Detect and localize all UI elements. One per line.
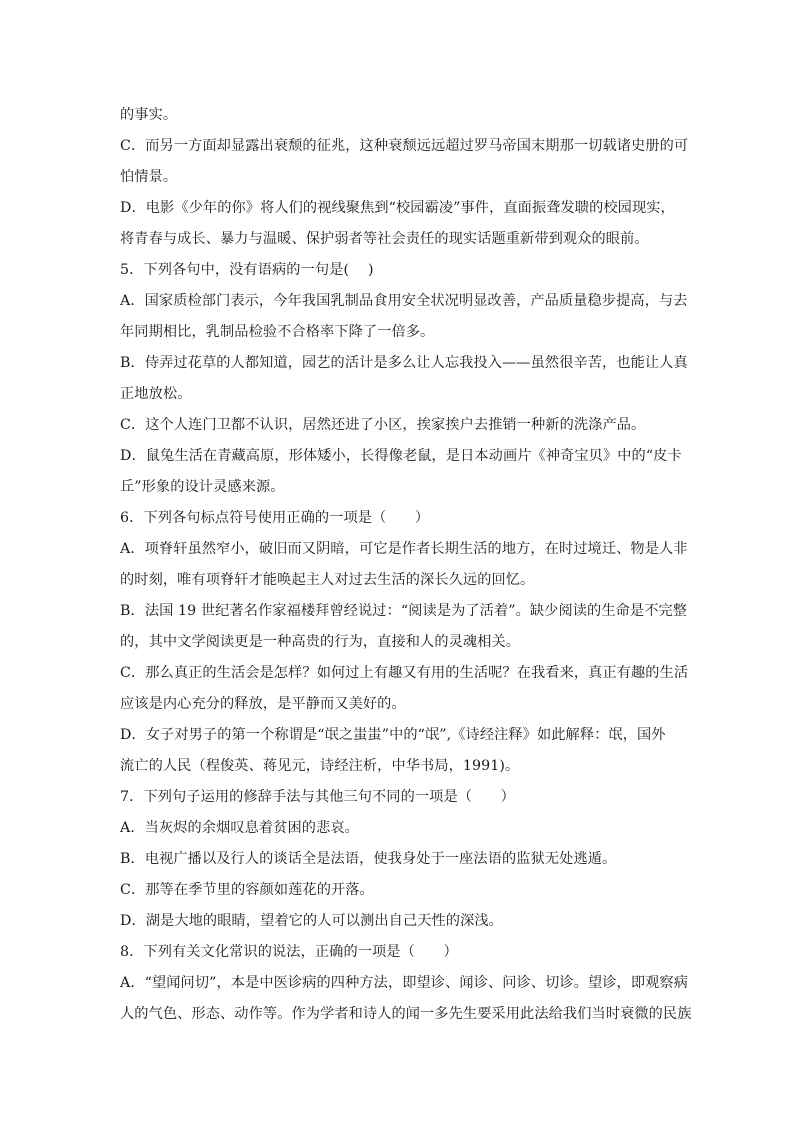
text-line: 丘”形象的设计灵感来源。 bbox=[120, 479, 285, 495]
option-a-line: A．项脊轩虽然窄小，破旧而又阴暗，可它是作者长期生活的地方，在时过境迁、物是人非 bbox=[120, 541, 688, 557]
question-6: 6．下列各句标点符号使用正确的一项是（ ） bbox=[120, 510, 430, 526]
text-line: 的，其中文学阅读更是一种高贵的行为，直接和人的灵魂相关。 bbox=[120, 634, 521, 650]
text-line: 流亡的人民（程俊英、蒋见元，诗经注析，中华书局，1991)。 bbox=[120, 758, 520, 774]
text-line: 将青春与成长、暴力与温暖、保护弱者等社会责任的现实话题重新带到观众的眼前。 bbox=[120, 231, 649, 247]
option-d-line: D．电影《少年的你》将人们的视线聚焦到“校园霸凌”事件，直面振聋发聩的校园现实， bbox=[120, 200, 675, 216]
option-d-line: D．鼠兔生活在青藏高原，形体矮小，长得像老鼠，是日本动画片《神奇宝贝》中的“皮卡 bbox=[120, 448, 682, 464]
text-line: 的时刻，唯有项脊轩才能唤起主人对过去生活的深长久远的回忆。 bbox=[120, 572, 535, 588]
option-b-line: B．法国 19 世纪著名作家福楼拜曾经说过：“阅读是为了活着”。缺少阅读的生命是不完整 bbox=[120, 603, 688, 619]
text-line: 年同期相比，乳制品检验不合格率下降了一倍多。 bbox=[120, 324, 435, 340]
text-line: 怕情景。 bbox=[120, 169, 178, 185]
question-5: 5．下列各句中，没有语病的一句是( ) bbox=[120, 262, 374, 278]
option-c-line: C．这个人连门卫都不认识，居然还进了小区，挨家挨户去推销一种新的洗涤产品。 bbox=[120, 417, 646, 433]
option-c-line: C．那等在季节里的容颜如莲花的开落。 bbox=[120, 882, 374, 898]
option-d-line: D．女子对男子的第一个称谓是“氓之蚩蚩”中的“氓”,《诗经注释》如此解释：氓，国外 bbox=[120, 727, 666, 743]
text-line: 人的气色、形态、动作等。作为学者和诗人的闻一多先生要采用此法给我们当时衰微的民族 bbox=[120, 1006, 692, 1022]
text-line: 的事实。 bbox=[120, 107, 178, 123]
text-line: 正地放松。 bbox=[120, 386, 192, 402]
option-b-line: B．电视广播以及行人的谈话全是法语，使我身处于一座法语的监狱无处逃遁。 bbox=[120, 851, 617, 867]
option-a-line: A．“望闻问切”，本是中医诊病的四种方法，即望诊、闻诊、问诊、切诊。望诊，即观察病 bbox=[120, 975, 688, 991]
option-d-line: D．湖是大地的眼睛，望着它的人可以测出自己天性的深浅。 bbox=[120, 913, 503, 929]
option-c-line: C．那么真正的生活会是怎样？如何过上有趣又有用的生活呢？在我看来，真正有趣的生活 bbox=[120, 665, 689, 681]
option-c-line: C．而另一方面却显露出衰颓的征兆，这种衰颓远远超过罗马帝国末期那一切载诸史册的可 bbox=[120, 138, 689, 154]
text-line: 应该是内心充分的释放，是平静而又美好的。 bbox=[120, 696, 406, 712]
question-7: 7．下列句子运用的修辞手法与其他三句不同的一项是（ ） bbox=[120, 789, 515, 805]
option-a-line: A．国家质检部门表示，今年我国乳制品食用安全状况明显改善，产品质量稳步提高，与去 bbox=[120, 293, 688, 309]
question-8: 8．下列有关文化常识的说法，正确的一项是（ ） bbox=[120, 944, 458, 960]
option-a-line: A．当灰烬的余烟叹息着贫困的悲哀。 bbox=[120, 820, 359, 836]
option-b-line: B．侍弄过花草的人都知道，园艺的活计是多么让人忘我投入——虽然很辛苦，也能让人真 bbox=[120, 355, 688, 371]
